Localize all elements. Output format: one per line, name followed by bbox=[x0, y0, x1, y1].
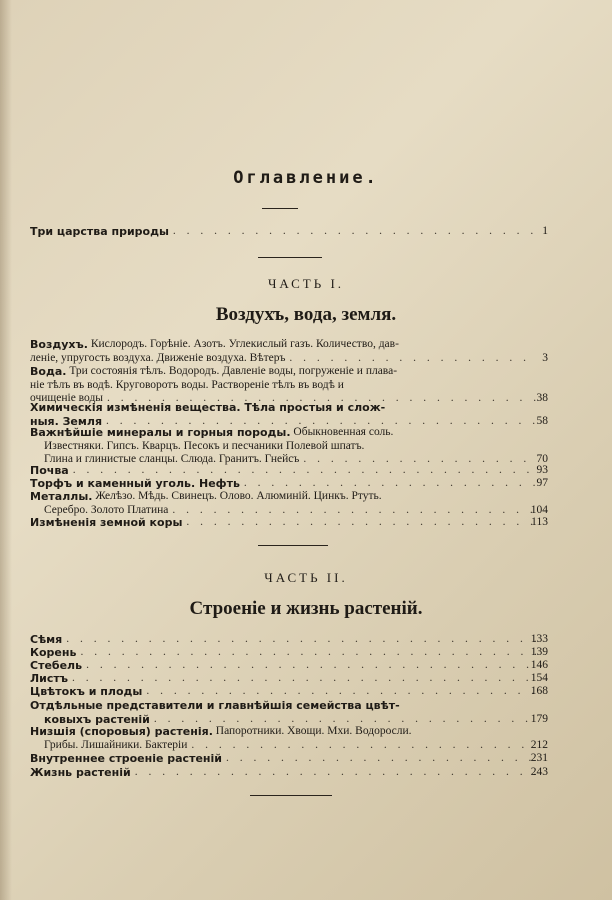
entry-page: 168 bbox=[530, 685, 548, 697]
entry-head: Вода. bbox=[30, 365, 67, 378]
toc-entry-internal-structure bbox=[30, 752, 548, 766]
entry-head: Корень bbox=[30, 646, 77, 659]
section-rule bbox=[258, 545, 328, 546]
toc-entry-root bbox=[30, 646, 548, 660]
toc-entry-families: Отдѣльные представители и главнѣйшія семейства цвѣт- ковыхъ растеній . . . 179 bbox=[30, 699, 540, 726]
entry-page: 154 bbox=[530, 672, 548, 684]
entry-head: Сѣмя bbox=[30, 633, 63, 646]
entry-page: 97 bbox=[536, 477, 548, 489]
toc-entry-leaf bbox=[30, 672, 548, 686]
toc-entry-metals: Металлы. Желѣзо. Мѣдь. Свинецъ. Олово. Алюминій. Цинкъ. Ртуть. Серебро. Золото Платина . . . 104 bbox=[30, 490, 540, 517]
toc-entry-peat bbox=[30, 477, 548, 491]
toc-entry-minerals: Важнѣйшіе минералы и горныя породы. Обыкновенная соль. Известняки. Гипсъ. Кварцъ. Песокъ и песчаники Полевой шпатъ. Глина и глинистые сланцы. Слюда. Гранитъ. Гнейсъ . . . 70 bbox=[30, 426, 540, 467]
entry-head: Три царства природы bbox=[30, 225, 169, 238]
entry-head: Металлы. bbox=[30, 490, 93, 503]
toc-entry-seed bbox=[30, 633, 548, 647]
entry-head: Стебель bbox=[30, 659, 83, 672]
end-rule bbox=[250, 795, 332, 796]
page-spine-shadow bbox=[0, 0, 12, 900]
toc-entry-plant-life bbox=[30, 766, 548, 780]
entry-head: Торфъ и каменный уголь. Нефть bbox=[30, 477, 240, 490]
part1-label: ЧАСТЬ I. bbox=[267, 276, 345, 291]
entry-head: Жизнь растеній bbox=[30, 766, 131, 779]
entry-head: Воздухъ. bbox=[30, 338, 88, 351]
entry-head: Отдѣльные представители и главнѣйшія семейства цвѣт- bbox=[30, 699, 400, 712]
part2-title: Строеніе и жизнь растеній. bbox=[189, 598, 423, 619]
part1-title: Воздухъ, вода, земля. bbox=[215, 304, 397, 325]
toc-entry-crust bbox=[30, 516, 548, 530]
entry-page: 113 bbox=[531, 516, 548, 528]
toc-entry-intro bbox=[30, 225, 548, 239]
entry-page: 38 bbox=[536, 392, 548, 404]
toc-entry-chemistry: Химическія измѣненія вещества. Тѣла простыя и слож- ныя. Земля . . . 58 bbox=[30, 401, 540, 428]
toc-entry-air: Воздухъ. Кислородъ. Горѣніе. Азотъ. Углекислый газъ. Количество, дав- леніе, упругость воздуха. Движеніе воздуха. Вѣтеръ . . . 3 bbox=[30, 338, 540, 365]
entry-page: 179 bbox=[530, 712, 548, 725]
entry-page: 1 bbox=[542, 225, 548, 237]
toc-entry-soil bbox=[30, 464, 548, 478]
entry-head: Почва bbox=[30, 464, 69, 477]
entry-page: 231 bbox=[530, 752, 548, 764]
entry-page: 3 bbox=[542, 351, 548, 364]
entry-head: Измѣненія земной коры bbox=[30, 516, 183, 529]
entry-head: Листъ bbox=[30, 672, 69, 685]
entry-page: 212 bbox=[530, 738, 548, 751]
entry-page: 133 bbox=[530, 633, 548, 645]
entry-page: 243 bbox=[530, 766, 548, 778]
entry-page: 93 bbox=[536, 464, 548, 476]
toc-entry-flower bbox=[30, 685, 548, 699]
part2-label: ЧАСТЬ II. bbox=[264, 570, 348, 585]
entry-head: Внутреннее строеніе растеній bbox=[30, 752, 222, 765]
entry-page: 70 bbox=[536, 453, 548, 465]
page-title: Оглавлениe. bbox=[233, 168, 379, 188]
entry-page: 104 bbox=[530, 503, 548, 516]
toc-entry-spore-plants: Низшія (споровыя) растенія. Папоротники. Хвощи. Мхи. Водоросли. Грибы. Лишайники. Бактеріи . . . 212 bbox=[30, 725, 540, 752]
section-rule bbox=[258, 257, 322, 258]
toc-entry-water: Вода. Три состоянія тѣлъ. Водородъ. Давленіе воды, погруженіе и плава- ніе тѣлъ въ водѣ. Круговоротъ воды. Раствореніе тѣлъ въ водѣ и очищеніе воды . . . 38 bbox=[30, 365, 540, 406]
entry-head: Важнѣйшіе минералы и горныя породы. bbox=[30, 426, 291, 439]
toc-entry-stem bbox=[30, 659, 548, 673]
entry-page: 146 bbox=[530, 659, 548, 671]
entry-head: Низшія (споровыя) растенія. bbox=[30, 725, 213, 738]
entry-head: Цвѣтокъ и плоды bbox=[30, 685, 143, 698]
entry-page: 139 bbox=[530, 646, 548, 658]
entry-page: 58 bbox=[536, 414, 548, 427]
title-rule bbox=[262, 208, 298, 209]
entry-head: Химическія измѣненія вещества. Тѣла простыя и слож- bbox=[30, 401, 386, 414]
